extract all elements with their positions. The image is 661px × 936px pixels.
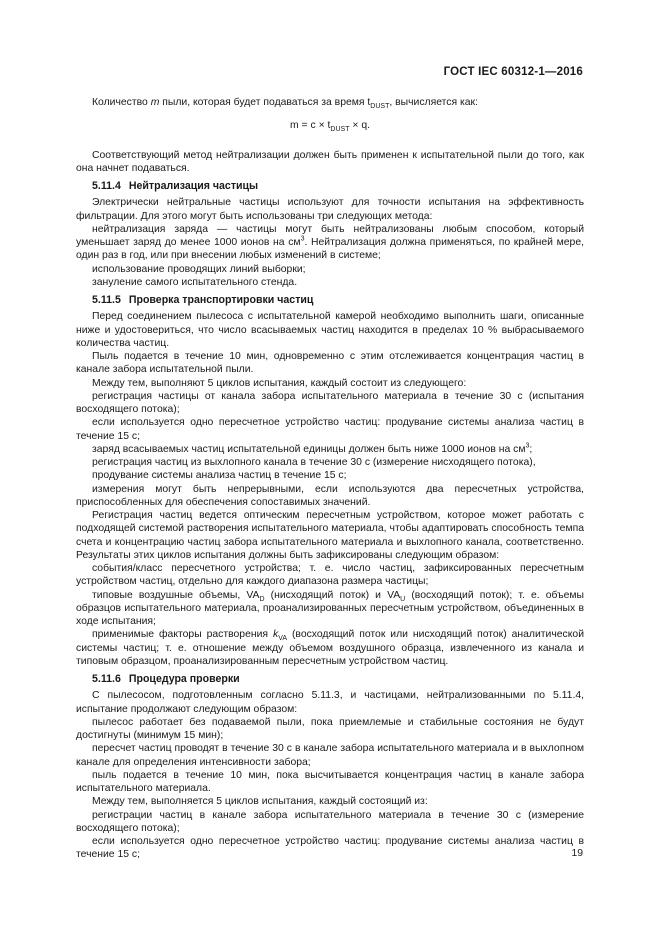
- paragraph: Регистрация частиц ведется оптическим пересчетным устройством, которое может работать с подходящей системой растворения испытательного материала, чтобы адаптировать способность темпа счета и концентрацию частиц забора испытательного материала и выхлопного канала, соответственно. Результаты этих циклов испытания должны быть зафиксированы следующим образом:: [76, 510, 584, 561]
- paragraph: пылесос работает без подаваемой пыли, пока приемлемые и стабильные состояния не будут достигнуты (минимум 15 мин);: [76, 716, 584, 741]
- document-body: [76, 96, 584, 862]
- paragraph: пыль подается в течение 10 мин, пока высчитывается концентрация частиц в канале забора испытательного материала.: [76, 769, 584, 794]
- paragraph: регистрации частиц в канале забора испытательного материала в течение 30 с (измерение восходящего потока);: [76, 809, 584, 834]
- neutralization-note: Соответствующий метод нейтрализации должен быть применен к испытательной пыли до того, как она начнет подаваться.: [76, 149, 584, 174]
- formula: $m = c \times t_{DUST} \times q$.: [290, 120, 370, 134]
- paragraph: продувание системы анализа частиц в течение 15 с;: [92, 470, 347, 482]
- section-heading-5-11-4: 5.11.4 Нейтрализация частицы: [92, 180, 259, 192]
- paragraph: Между тем, выполняется 5 циклов испытания, каждый состоящий из:: [92, 796, 428, 808]
- paragraph: применимые факторы растворения $k_{VA}$ (восходящий поток или нисходящий поток) аналитической системы частиц; т. е. отношение между объемом воздушного образца, извлеченного из канала и типовым образцом, проанализированным пересчетным устройством частиц.: [76, 629, 584, 667]
- intro-paragraph: Количество m пыли, которая будет подаваться за время $t_{DUST}$, вычисляется как:: [92, 97, 478, 111]
- paragraph: нейтрализация заряда — частицы могут быть нейтрализованы любым способом, который уменьшает заряд до менее 1000 ионов на $см^3$. Нейтрализация должна применяться, по крайней мере, один раз в год, или при внесении любых изменений в системе;: [76, 223, 584, 262]
- section-heading-5-11-5: 5.11.5 Проверка транспортировки частиц: [92, 294, 314, 306]
- paragraph: использование проводящих линий выборки;: [92, 263, 306, 275]
- paragraph: Перед соединением пылесоса с испытательной камерой необходимо выполнить шаги, описанные ниже и удостовериться, что число всасываемых частиц находится в пределах 10 % выбрасываемого количества частиц.: [76, 311, 584, 349]
- paragraph: если используется одно пересчетное устройство частиц: продувание системы анализа частиц в течение 15 с;: [76, 836, 584, 861]
- paragraph: измерения могут быть непрерывными, если используются два пересчетных устройства, приспособленных для обеспечения сопоставимых значений.: [76, 483, 584, 508]
- paragraph: регистрация частицы от канала забора испытательного материала в течение 30 с (испытания восходящего потока);: [76, 390, 584, 415]
- paragraph: если используется одно пересчетное устройство частиц: продувание системы анализа частиц в течение 15 с;: [76, 417, 584, 442]
- paragraph: пересчет частиц проводят в течение 30 с в канале забора испытательного материала и в выхлопном канале для определения интенсивности забора;: [76, 743, 584, 768]
- paragraph: Между тем, выполняют 5 циклов испытания, каждый состоит из следующего:: [92, 377, 467, 389]
- paragraph: Пыль подается в течение 10 мин, одновременно с этим отслеживается концентрация частиц в канале забора испытательной пыли.: [76, 351, 584, 376]
- document-header: ГОСТ IEC 60312-1—2016: [443, 66, 583, 78]
- section-heading-5-11-6: 5.11.6 Процедура проверки: [92, 673, 240, 685]
- paragraph: зануление самого испытательного стенда.: [92, 276, 298, 288]
- paragraph: заряд всасываемых частиц испытательной единицы должен быть ниже 1000 ионов на $см^3$;: [92, 442, 533, 455]
- paragraph: типовые воздушные объемы, $VA_D$ (нисходящий поток) и $VA_U$ (восходящий поток); т. е. объемы образцов испытательного материала, проанализированных пересчетным устройством, объединенных в ходе испытания;: [76, 589, 585, 627]
- paragraph: С пылесосом, подготовленным согласно 5.11.3, и частицами, нейтрализованными по 5.11.4, испытание продолжают следующим образом:: [76, 690, 584, 715]
- page-number: 19: [571, 848, 583, 859]
- paragraph: Электрически нейтральные частицы используют для точности испытания на эффективность фильтрации. Для этого могут быть использованы три следующих метода:: [76, 197, 584, 222]
- paragraph: события/класс пересчетного устройства; т. е. число частиц, зафиксированных пересчетным устройством частиц, отдельно для каждого диапазона размера частицы;: [76, 563, 584, 588]
- paragraph: регистрация частиц из выхлопного канала в течение 30 с (измерение нисходящего потока),: [92, 457, 536, 468]
